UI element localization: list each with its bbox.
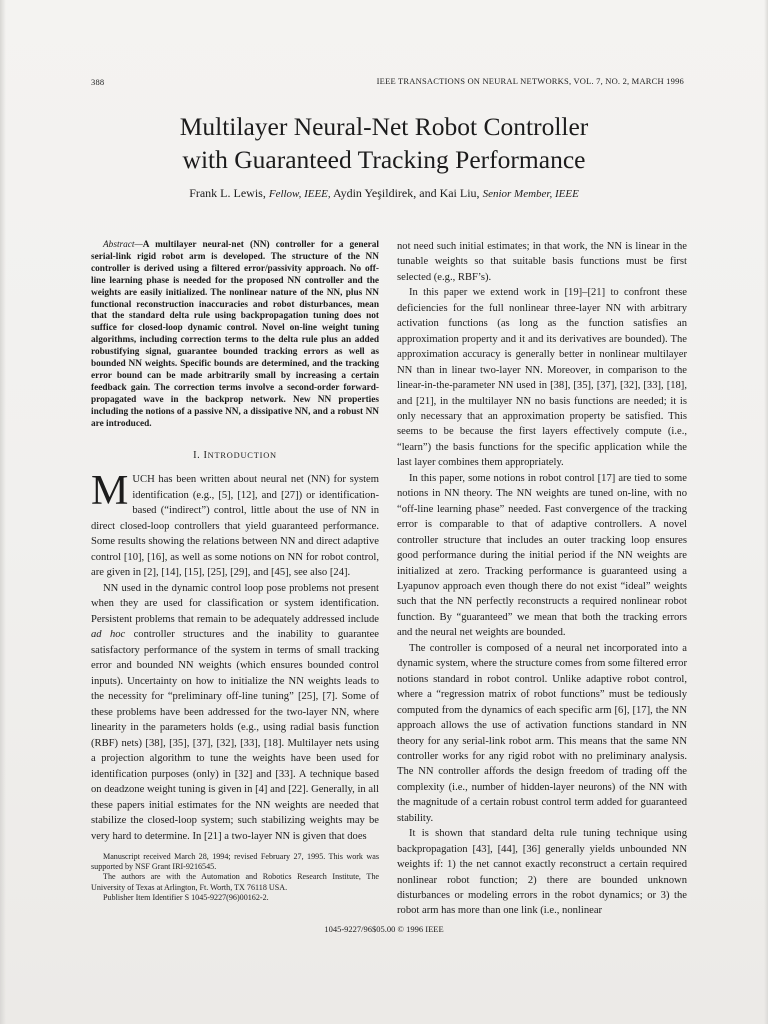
right-paragraph-1: not need such initial estimates; in that work, the NN is linear in the tunable weights so that suitable basis functions must be first selected (e.g., RBF’s). [397, 241, 687, 283]
ad-hoc-emphasis: ad hoc [91, 629, 126, 640]
right-paragraph-2: In this paper we extend work in [19]–[21] to confront these deficiencies for the full nonlinear three-layer NN with arbitrary activation functions (as long as the function satisfies an approximation property and it and its derivatives are bounded). The approximation accuracy is generally better in nonlinear multilayer NN than in linear two-layer NN. Moreover, in comparison to the linear-in-the-parameter NN used in [38], [35], [37], [32], [33], [18], and [21], in the multilayer NN no basis functions are needed; it is only necessary that an approximation property be satisfied. This seems to be because the first layers effectively compute (i.e., “learn”) the basis functions for the specific application while the last layer combines them appropriately. [397, 287, 687, 469]
intro-paragraph-2-part-a: NN used in the dynamic control loop pose problems not present when they are used for classification or system identification. Persistent problems that remain to be adequately addressed include [91, 582, 379, 625]
footnote-publisher-id: Publisher Item Identifier S 1045-9227(96)00162-2. [103, 892, 269, 902]
footnotes [91, 852, 379, 903]
right-paragraph-5: It is shown that standard delta rule tuning technique using backpropagation [43], [44], [36] generally yields unbounded NN weights if: 1) the net cannot exactly reconstruct a certain required nonlinear robot function; 2) there are bounded unknown disturbances or modeling errors in the robot dynamics; or 3) the robot arm has more than one link (i.e., nonlinear [397, 828, 687, 917]
author-1: Frank L. Lewis, [189, 186, 266, 200]
page-number: 388 [91, 77, 105, 87]
author-3-membership: Senior Member, IEEE [482, 188, 579, 200]
intro-paragraph-2-part-b: controller structures and the inability to guarantee satisfactory performance of the system in terms of small tracking error and bounded NN weights (which ensures bounded control inputs). Uncertainty on how to initialize the NN weights leads to the necessity for “preliminary off-line tuning” [25], [7]. Some of these problems have been addressed for the two-layer NN, where linearity in the parameters holds (e.g., using radial basis function (RBF) nets) [38], [35], [37], [32], [33], [18]. Multilayer nets using a projection algorithm to tune the weights have been used for identification purposes (only) in [32] and [33]. A technique based on deadzone weight tuning is given in [4] and [22]. Generally, in all these papers initial estimates for the NN weights are needed that stabilize the closed-loop system; such stabilizing weights may be very hard to determine. In [21] a two-layer NN is given that does [91, 629, 379, 842]
right-paragraph-3: In this paper, some notions in robot control [17] are tied to some notions in NN theory. The NN weights are tuned on-line, with no “off-line learning phase” needed. Fast convergence of the tracking error is comparable to that of adaptive controllers. A novel controller structure that includes an outer tracking loop ensures good performance during the initial period if the NN weights are initialized at zero. Tracking performance is guaranteed using a Lyapunov approach even though there do not exist “ideal” weights such that the NN perfectly reconstructs a required nonlinear robot function. By “guaranteed” we mean that both the tracking errors and the neural net weights are bounded. [397, 472, 687, 639]
drop-cap: M [91, 468, 129, 514]
paper-title [0, 110, 768, 176]
title-line-2: with Guaranteed Tracking Performance [182, 145, 586, 174]
intro-paragraph-1-text: UCH has been written about neural net (NN) for system identification (e.g., [5], [12], and [27]) or identification-based (“indirect”) control, little about the use of NN in direct closed-loop controllers that yield guaranteed performance. Some results showing the relations between NN and direct adaptive control [10], [16], as well as some notions on NN for robot control, are given in [2], [14], [15], [25], [29], and [45], see also [24]. [91, 474, 379, 578]
left-column [91, 240, 379, 903]
intro-paragraph-1 [91, 468, 379, 581]
right-column [397, 239, 687, 919]
section-title-rest: NTRODUCTION [207, 450, 277, 460]
section-heading-introduction [91, 448, 379, 464]
abstract [91, 240, 379, 431]
right-paragraph-4: The controller is composed of a neural net incorporated into a dynamic system, where the structure comes from some filtered error notions standard in robot control. Unlike adaptive robot control, where a “regression matrix of robot functions” must be tediously computed from the dynamics of each specific arm [6], [17], the NN approach allows the use of activation functions standard in NN theory for any serial-link robot arm. This means that the same NN controller works for any rigid robot with no preliminary analysis. The NN controller affords the design freedom of trading off the complexity (i.e., number of hidden-layer neurons) of the NN with the magnitude of a certain robust control term added for guaranteed stability. [397, 642, 687, 824]
section-title-initial: I [203, 449, 208, 461]
copyright-identifier: 1045-9227/96$05.00 © 1996 IEEE [324, 924, 444, 934]
abstract-text: A multilayer neural-net (NN) controller for a general serial-link rigid robot arm is developed. The structure of the NN controller is derived using a filtered error/passivity approach. No off-line learning phase is needed for the proposed NN controller and the weights are easily initialized. The nonlinear nature of the NN, plus NN functional reconstruction inaccuracies and robot disturbances, mean that the standard delta rule using backpropagation tuning does not suffice for closed-loop dynamic control. Novel on-line weight tuning algorithms, including correction terms to the delta rule plus an added robustifying signal, guarantee bounded tracking errors as well as bounded NN weights. Specific bounds are determined, and the tracking error bound can be made arbitrarily small by increasing a certain feedback gain. The correction terms involve a second-order forward-propagated wave in the backprop network. New NN properties including the notions of a passive NN, a dissipative NN, and a robust NN are introduced. [91, 240, 379, 429]
author-2-and-3: Aydin Yeşildirek, and Kai Liu, [333, 186, 480, 200]
footnote-manuscript: Manuscript received March 28, 1994; revised February 27, 1995. This work was supported by NSF Grant IRI-9216545. [91, 852, 379, 872]
abstract-lead: Abstract— [103, 240, 143, 250]
author-1-membership: Fellow, IEEE, [268, 188, 331, 200]
footnote-affiliation: The authors are with the Automation and Robotics Research Institute, The University of Texas at Arlington, Ft. Worth, TX 76118 USA. [91, 872, 379, 892]
author-line [0, 186, 768, 201]
title-line-1: Multilayer Neural-Net Robot Controller [179, 112, 589, 141]
section-numeral: I. [193, 449, 201, 461]
intro-paragraph-2 [91, 581, 379, 845]
journal-running-head: IEEE TRANSACTIONS ON NEURAL NETWORKS, VOL. 7, NO. 2, MARCH 1996 [376, 76, 684, 86]
